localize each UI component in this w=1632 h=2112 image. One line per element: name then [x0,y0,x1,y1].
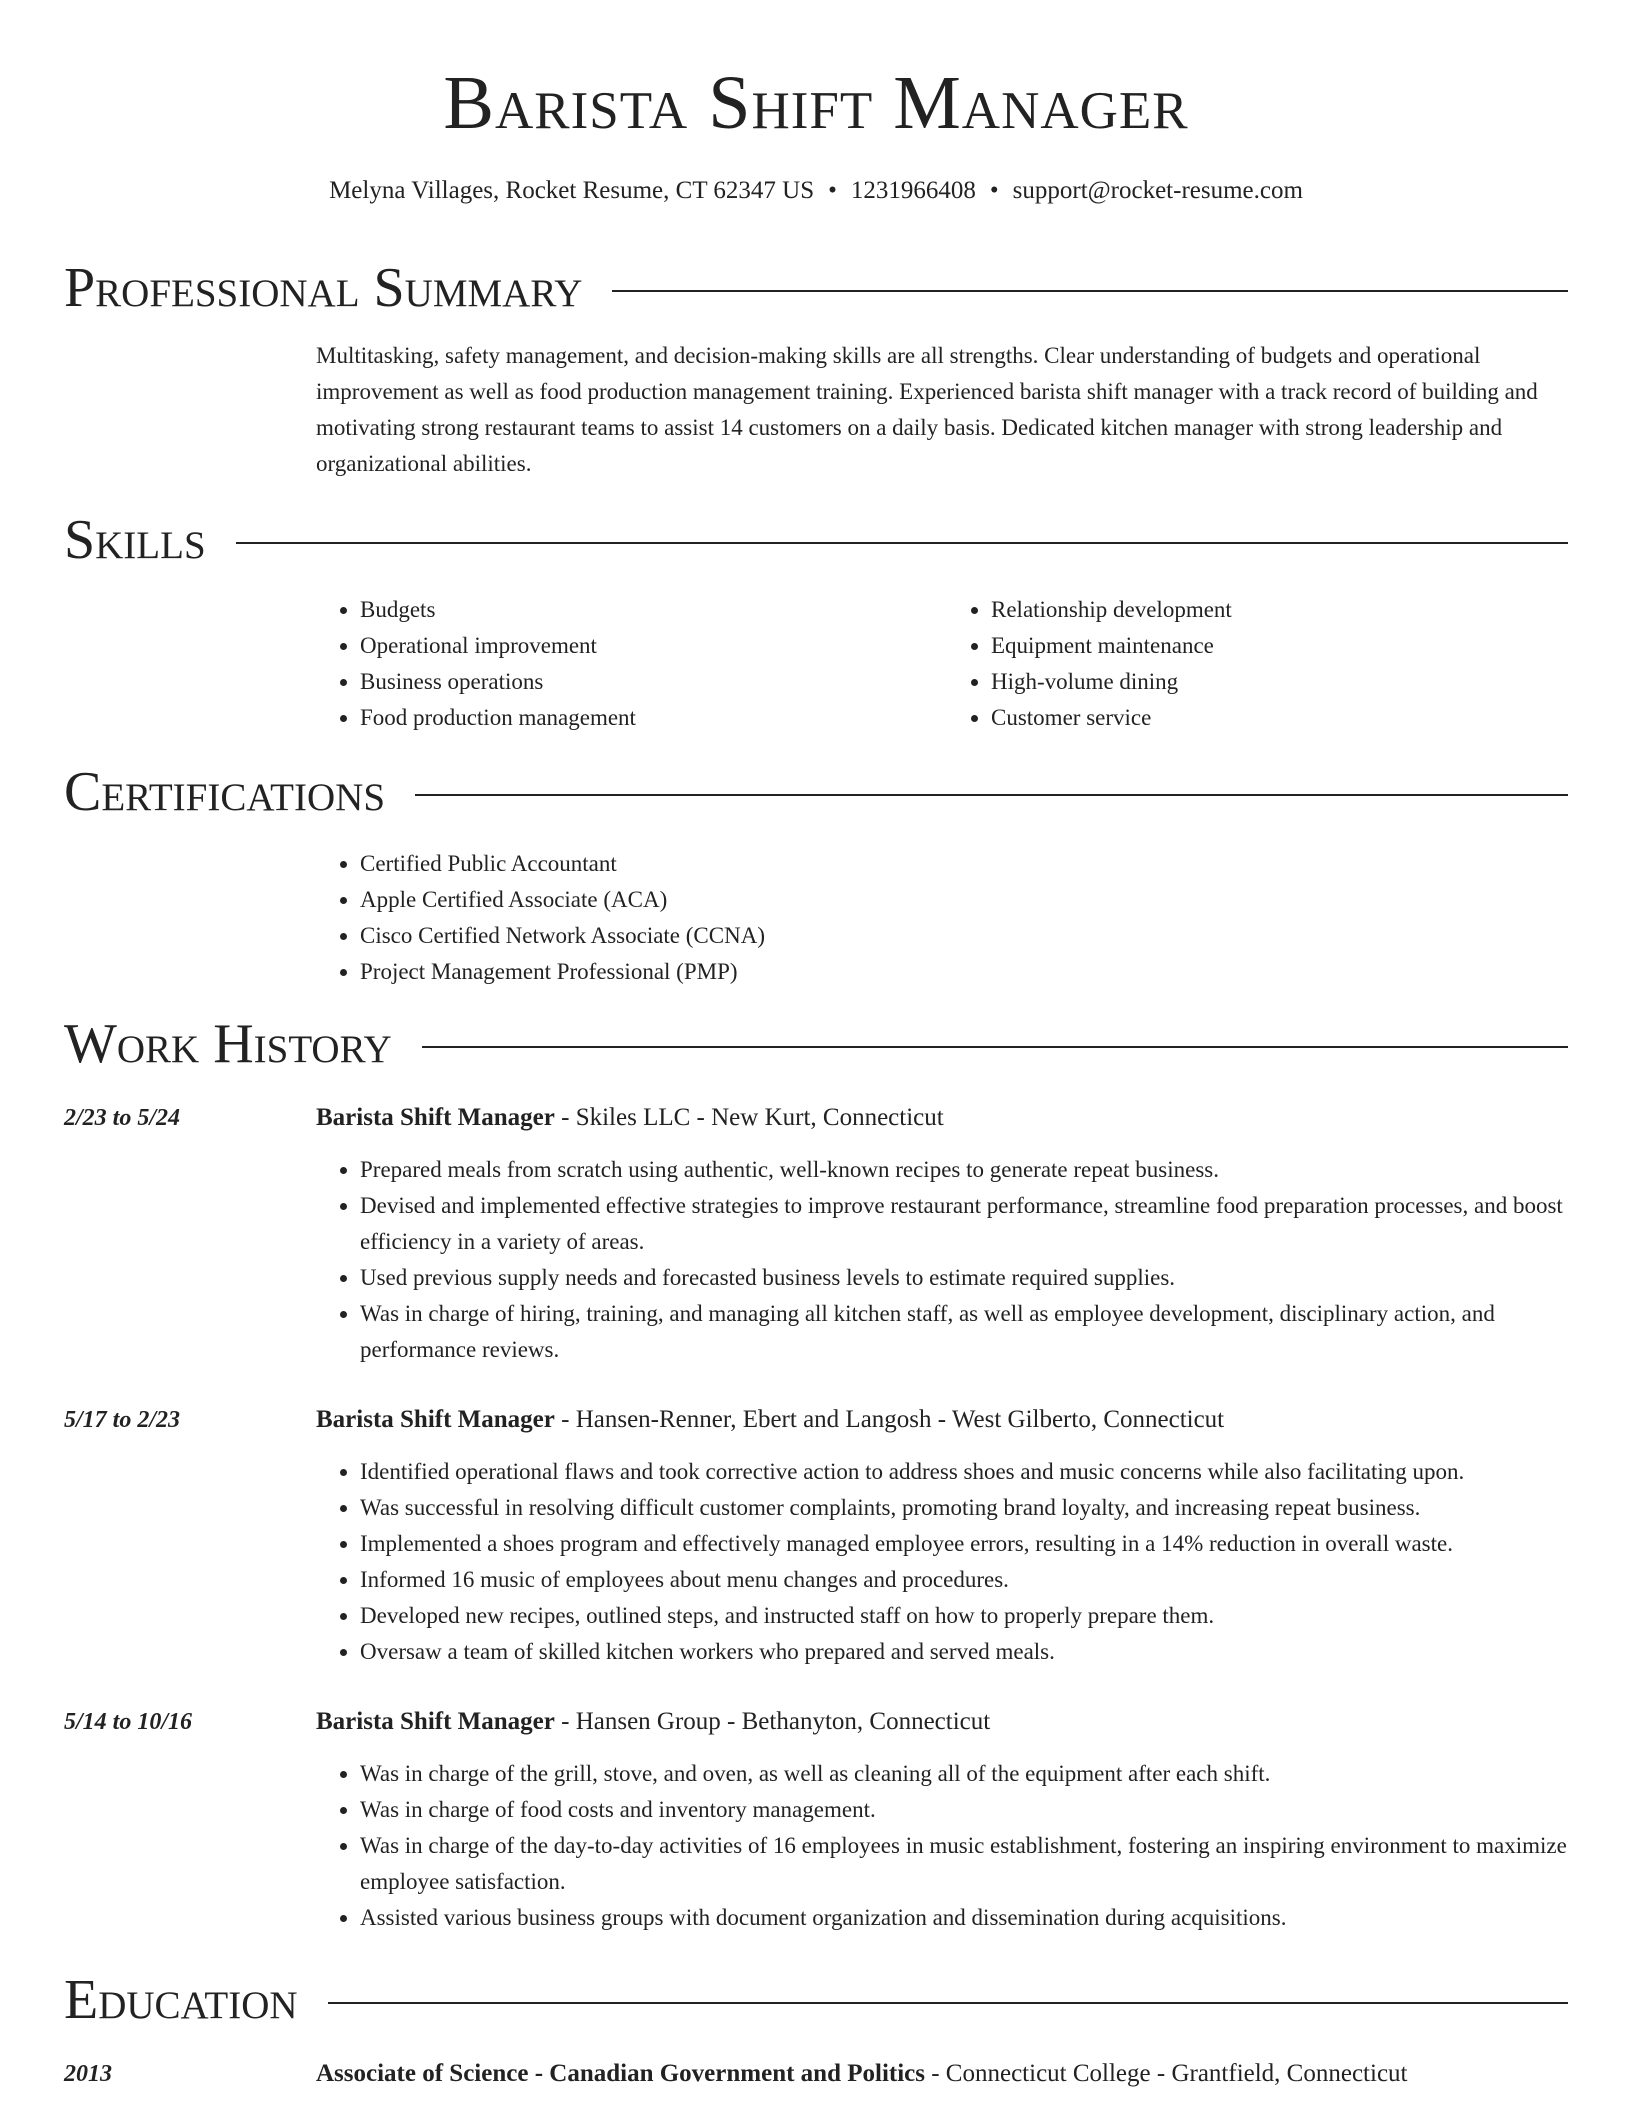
skills-column-left [316,592,947,736]
education-entry [64,2056,1578,2092]
section-title: Professional Summary [64,257,583,319]
job-bullet: • Identified operational flaws and took corrective action to address shoes and music concerns while also facilitating upon. [360,1454,1578,1490]
contact-separator: • [828,177,837,204]
job-bullet: • Devised and implemented effective strategies to improve restaurant performance, streamline food preparation processes, and boost efficiency in a variety of areas. [360,1188,1578,1260]
job-title: Barista Shift Manager [316,1708,555,1735]
resume-name: Barista Shift Manager [443,61,1189,145]
job-entry [64,1100,1578,1368]
job-entry [64,1402,1578,1670]
education-degree: Associate of Science - Canadian Government and Politics [316,2060,925,2087]
education-year: 2013 [64,2061,112,2087]
job-bullet: • Used previous supply needs and forecasted business levels to estimate required supplies. [360,1260,1578,1296]
skill-item: • Business operations [360,664,947,700]
education-school-location: - Connecticut College - Grantfield, Connecticut [924,2060,1408,2087]
job-bullet: • Informed 16 music of employees about menu changes and procedures. [360,1562,1578,1598]
skill-item: • Operational improvement [360,628,947,664]
contact-address: Melyna Villages, Rocket Resume, CT 62347 US [329,177,815,204]
certification-item: • Project Management Professional (PMP) [360,954,1578,990]
section-title: Skills [64,509,206,571]
job-bullet: • Was in charge of the day-to-day activities of 16 employees in music establishment, fostering an inspiring environment to maximize employee satisfaction. [360,1828,1578,1900]
job-bullets [316,1152,1578,1368]
section-divider [422,1046,1568,1048]
summary-block [316,338,1578,482]
skills-column-right [947,592,1578,736]
job-dates: 2/23 to 5/24 [64,1105,181,1131]
certification-item: • Certified Public Accountant [360,846,1578,882]
skill-item: • High-volume dining [991,664,1578,700]
job-bullet: • Was in charge of the grill, stove, and oven, as well as cleaning all of the equipment after each shift. [360,1756,1578,1792]
work-history-section-header [64,1014,1568,1074]
job-bullet: • Prepared meals from scratch using authentic, well-known recipes to generate repeat business. [360,1152,1578,1188]
job-bullet: • Was in charge of hiring, training, and managing all kitchen staff, as well as employee development, disciplinary action, and performance reviews. [360,1296,1578,1368]
section-title: Education [64,1969,298,2031]
certification-item: • Cisco Certified Network Associate (CCNA) [360,918,1578,954]
job-bullet: • Was successful in resolving difficult customer complaints, promoting brand loyalty, and increasing repeat business. [360,1490,1578,1526]
job-bullet: • Was in charge of food costs and inventory management. [360,1792,1578,1828]
certification-item: • Apple Certified Associate (ACA) [360,882,1578,918]
contact-email: support@rocket-resume.com [1012,177,1303,204]
job-entry [64,1704,1578,1936]
section-title: Certifications [64,761,386,823]
section-divider [612,290,1568,292]
section-divider [236,542,1568,544]
job-heading [316,1402,1224,1438]
job-title: Barista Shift Manager [316,1104,555,1131]
education-section-header [64,1970,1568,2030]
job-bullet: • Implemented a shoes program and effectively managed employee errors, resulting in a 14% reduction in overall waste. [360,1526,1578,1562]
skill-item: • Budgets [360,592,947,628]
job-bullet: • Oversaw a team of skilled kitchen workers who prepared and served meals. [360,1634,1578,1670]
skills-section-header [64,510,1568,570]
section-divider [415,794,1568,796]
skills-list [316,592,1578,736]
contact-phone: 1231966408 [850,177,976,204]
skill-item: • Relationship development [991,592,1578,628]
certifications-list [316,846,1578,990]
job-dates: 5/17 to 2/23 [64,1407,181,1433]
job-heading [316,1100,944,1136]
skill-item: • Customer service [991,700,1578,736]
job-title: Barista Shift Manager [316,1406,555,1433]
skill-item: • Food production management [360,700,947,736]
job-bullets [316,1756,1578,1936]
job-employer-location: - Hansen-Renner, Ebert and Langosh - West Gilberto, Connecticut [554,1406,1225,1433]
contact-separator: • [989,177,999,204]
job-bullet: • Assisted various business groups with document organization and dissemination during acquisitions. [360,1900,1578,1936]
job-employer-location: - Hansen Group - Bethanyton, Connecticut [554,1708,991,1735]
certifications-section-header [64,762,1568,822]
job-bullet: • Developed new recipes, outlined steps, and instructed staff on how to properly prepare them. [360,1598,1578,1634]
job-employer-location: - Skiles LLC - New Kurt, Connecticut [554,1104,944,1131]
job-dates: 5/14 to 10/16 [64,1709,193,1735]
job-heading [316,1704,990,1740]
summary-section-header [64,258,1568,318]
section-divider [328,2002,1568,2004]
job-bullets [316,1454,1578,1670]
skill-item: • Equipment maintenance [991,628,1578,664]
summary-text: Multitasking, safety management, and decision-making skills are all strengths. Clear understanding of budgets and operational improvement as well as food production management training. Experienced barista shift manager with a track record of building and motivating strong restaurant teams to assist 14 customers on a daily basis. Dedicated kitchen manager with strong leadership and organizational abilities. [316,343,1538,476]
contact-line [0,174,1632,208]
section-title: Work History [64,1013,392,1075]
education-heading [316,2056,1407,2092]
